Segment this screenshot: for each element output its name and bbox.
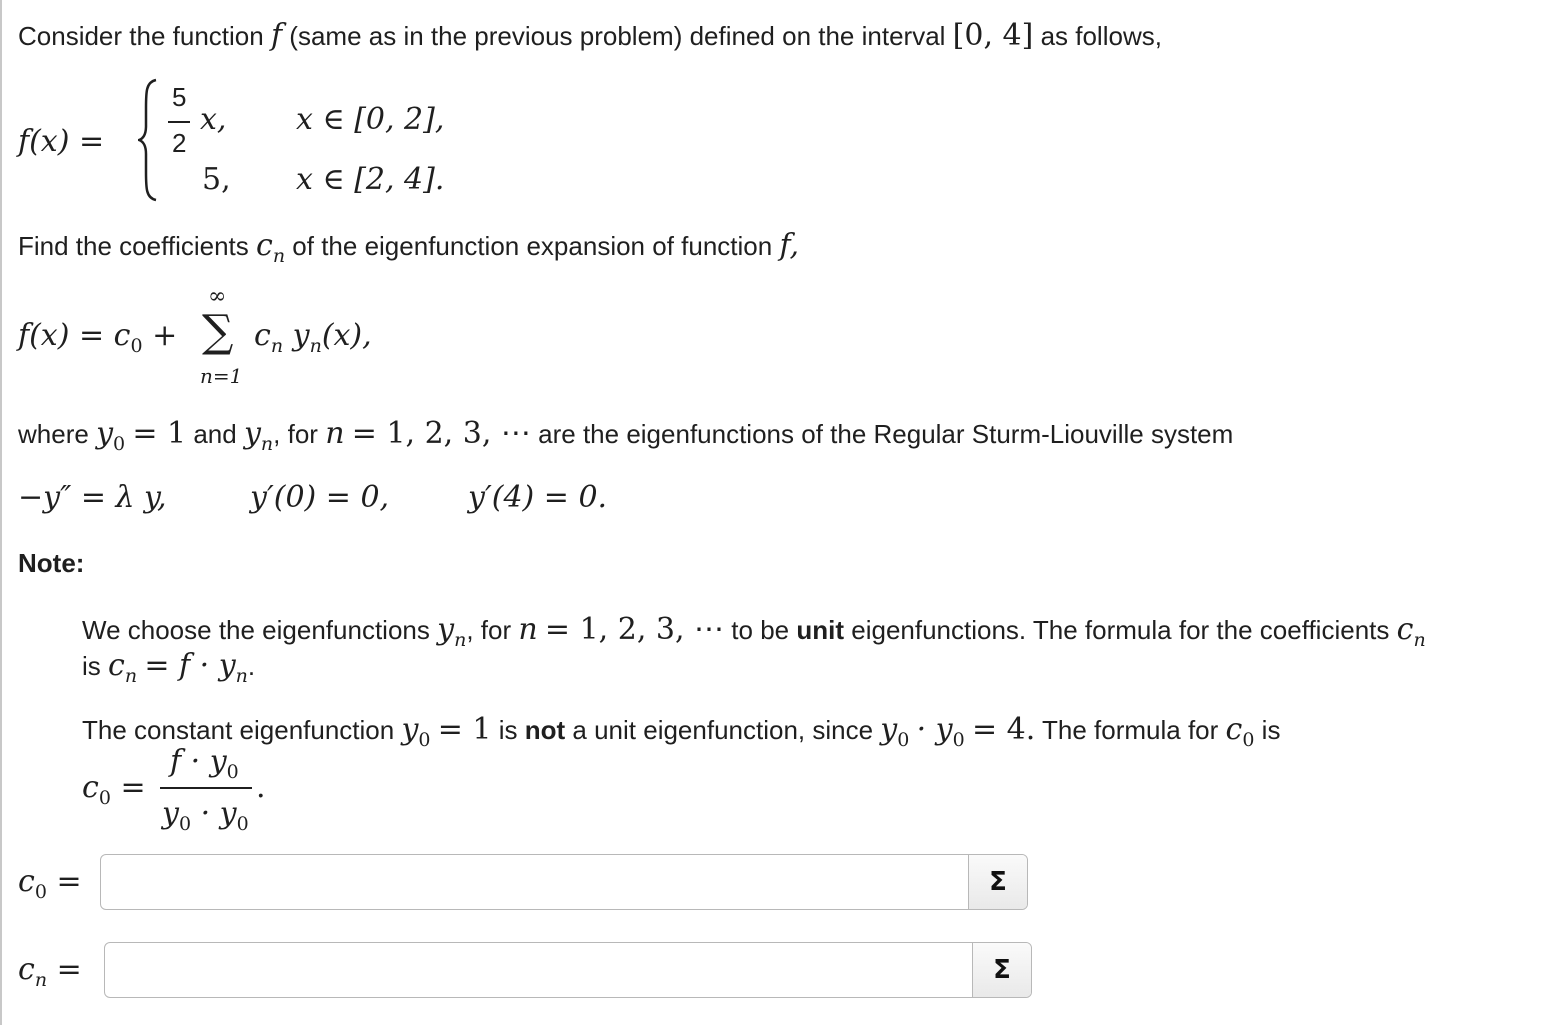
- note-paragraph-1-line-1: We choose the eigenfunctions $y_n$, for n = 1, 2, 3, ⋯ to be unit eigenfunctions. The formula for the coefficients $c_n$: [82, 612, 1426, 651]
- formula-c0-denominator: $y_0 \cdot y_0$: [162, 796, 249, 835]
- series-terms: $c_n$ $y_n(x)$,: [254, 318, 372, 357]
- intro-interval: [0, 4]: [952, 18, 1034, 53]
- case2-expression: 5,: [202, 162, 231, 197]
- cn-answer-box: [104, 942, 1032, 998]
- find-c: $c_n$: [256, 228, 286, 267]
- piecewise-lhs: f(x) =: [18, 124, 105, 159]
- intro-text-before: Consider the function: [18, 21, 264, 51]
- c0-answer-label: $c_0$ =: [18, 864, 82, 903]
- find-text-after: of the eigenfunction expansion of function: [292, 231, 773, 261]
- formula-c0-numerator: $f \cdot y_0$: [170, 744, 239, 783]
- case1-condition: x ∈ [0, 2],: [296, 102, 445, 137]
- cn-answer-label: $c_n$ =: [18, 952, 82, 991]
- find-f: f,: [779, 228, 800, 263]
- note-heading: Note:: [18, 548, 85, 578]
- formula-c0-lhs: $c_0$ =: [82, 770, 146, 809]
- case2-condition: x ∈ [2, 4].: [296, 162, 445, 197]
- boundary-condition-right: y′(4) = 0.: [468, 480, 608, 515]
- boundary-condition-left: y′(0) = 0,: [250, 480, 390, 515]
- intro-text-middle: (same as in the previous problem) defined on the interval: [289, 21, 946, 51]
- fraction-denominator: 2: [172, 128, 187, 158]
- ode-equation: −y″ = λ y,: [18, 480, 167, 515]
- find-text-before: Find the coefficients: [18, 231, 249, 261]
- find-line: [18, 228, 800, 267]
- note-paragraph-1-line-2: is $c_n = f \cdot y_n$.: [82, 648, 256, 687]
- sum-upper-limit: ∞: [208, 284, 227, 309]
- c0-answer-box: [100, 854, 1028, 910]
- intro-line: [18, 18, 1162, 53]
- intro-text-after: as follows,: [1040, 21, 1162, 51]
- c0-equation-editor-button[interactable]: Σ: [968, 855, 1027, 909]
- cn-equation-editor-button[interactable]: Σ: [972, 943, 1031, 997]
- sum-sigma: ∑: [202, 306, 234, 357]
- formula-c0-fraction-bar: [160, 787, 252, 789]
- left-brace: [138, 78, 158, 202]
- fraction-bar: [168, 121, 190, 123]
- note-paragraph-2: The constant eigenfunction $y_0 = 1$ is not a unit eigenfunction, since $y_0 \cdot y_0 = 4$. The formula for $c_0$ is: [82, 712, 1281, 751]
- case1-expression: x,: [200, 102, 227, 137]
- formula-c0-period: .: [256, 770, 266, 805]
- where-line: where $y_0 = 1$ and $y_n$, for n = 1, 2, 3, ⋯ are the eigenfunctions of the Regular Sturm-Liouville system: [18, 416, 1234, 455]
- series-lhs: $f(x) = c_0$ +: [18, 318, 178, 357]
- cn-input[interactable]: [105, 943, 972, 997]
- intro-f: f: [270, 18, 283, 53]
- c0-input[interactable]: [101, 855, 968, 909]
- fraction-numerator: 5: [172, 82, 187, 112]
- sum-lower-limit: n=1: [200, 364, 243, 388]
